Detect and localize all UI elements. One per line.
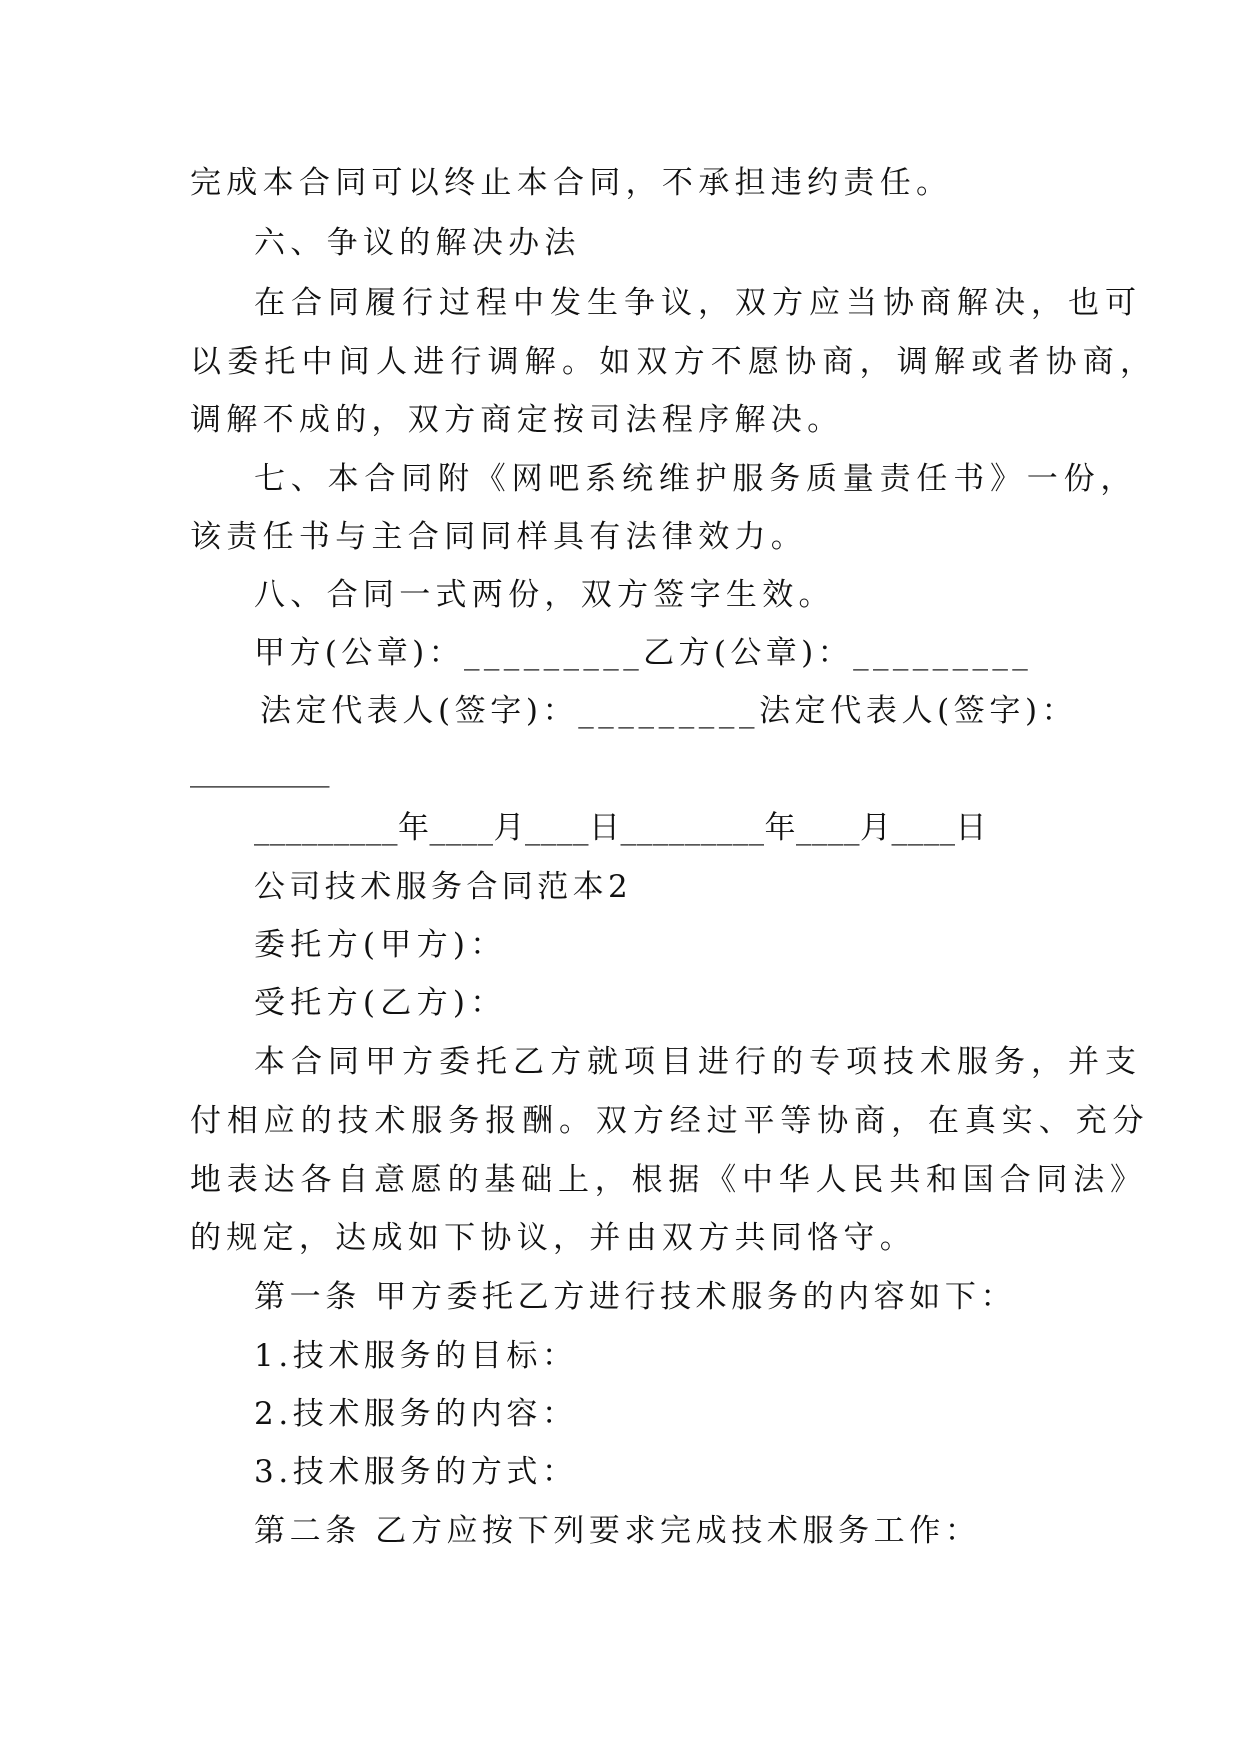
text-line: 的规定，达成如下协议，并由双方共同恪守。 <box>190 1220 916 1256</box>
text-line: 以委托中间人进行调解。如双方不愿协商，调解或者协商， <box>190 344 1158 380</box>
section-heading-dispute: 六、争议的解决办法 <box>254 225 581 261</box>
article-one-heading: 第一条 甲方委托乙方进行技术服务的内容如下： <box>254 1279 1017 1315</box>
text-line: 地表达各自意愿的基础上，根据《中华人民共和国合同法》 <box>190 1162 1147 1198</box>
date-line: _________年____月____日_________年____月____日 <box>254 810 987 846</box>
article-two-heading: 第二条 乙方应按下列要求完成技术服务工作： <box>254 1513 981 1549</box>
text-line: 付相应的技术服务报酬。双方经过平等协商，在真实、充分 <box>190 1103 1150 1139</box>
party-a-line: 委托方(甲方)： <box>254 927 507 963</box>
text-line: 在合同履行过程中发生争议，双方应当协商解决，也可 <box>254 285 1142 321</box>
signature-line-representative: 法定代表人(签字)：_________法定代表人(签字)： <box>260 693 1078 729</box>
party-b-line: 受托方(乙方)： <box>254 985 507 1021</box>
list-item: 1.技术服务的目标： <box>254 1338 578 1374</box>
signature-line-seal: 甲方(公章)：_________乙方(公章)：_________ <box>254 635 1033 671</box>
list-item: 2.技术服务的内容： <box>254 1396 578 1432</box>
list-item: 3.技术服务的方式： <box>254 1454 578 1490</box>
text-line: 本合同甲方委托乙方就项目进行的专项技术服务，并支 <box>254 1044 1142 1080</box>
text-line: 该责任书与主合同同样具有法律效力。 <box>190 519 808 555</box>
text-line: 完成本合同可以终止本合同，不承担违约责任。 <box>190 165 953 201</box>
signature-blank: _________ <box>190 752 330 788</box>
text-line: 七、本合同附《网吧系统维护服务质量责任书》一份， <box>254 461 1138 497</box>
document-title: 公司技术服务合同范本2 <box>254 869 633 905</box>
text-line: 八、合同一式两份，双方签字生效。 <box>254 577 835 613</box>
text-line: 调解不成的，双方商定按司法程序解决。 <box>190 402 844 438</box>
